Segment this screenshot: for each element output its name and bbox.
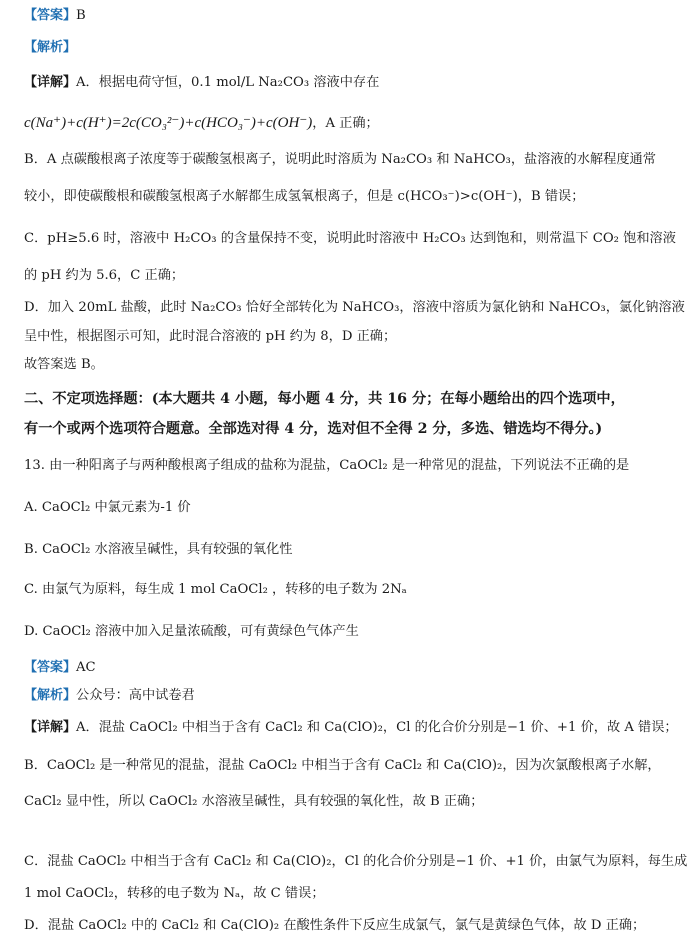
explanation-text: C．混盐 CaOCl₂ 中相当于含有 CaCl₂ 和 Ca(ClO)₂，Cl 的化合价分别是−1 价、+1 价，由氯气为原料，每生成 <box>24 854 688 869</box>
q12-detail-a1 <box>24 73 682 93</box>
answer-value: B <box>76 8 86 23</box>
q12-detail-b1 <box>24 150 682 170</box>
q13-option-b: B. CaOCl₂ 水溶液呈碱性，具有较强的氧化性 <box>24 542 293 557</box>
analysis-text: 公众号：高中试卷君 <box>76 688 195 703</box>
q13-detail-c2 <box>24 884 682 904</box>
explanation-text: A．根据电荷守恒，0.1 mol/L Na₂CO₃ 溶液中存在 <box>76 75 380 90</box>
answer-tag: 【答案】 <box>24 8 77 23</box>
q13-option-c: C. 由氯气为原料，每生成 1 mol CaOCl₂ ，转移的电子数为 2Nₐ <box>24 582 407 597</box>
charge-balance-formula: c(Na⁺)+c(H⁺)=2c(CO₃²⁻)+c(HCO₃⁻)+c(OH⁻) <box>24 115 313 131</box>
explanation-text: A．混盐 CaOCl₂ 中相当于含有 CaCl₂ 和 Ca(ClO)₂，Cl 的化合价分别是−1 价、+1 价，故 A 错误； <box>76 720 678 735</box>
explanation-text: C．pH≥5.6 时，溶液中 H₂CO₃ 的含量保持不变，说明此时溶液中 H₂CO₃ 达到饱和，则常温下 CO₂ 饱和溶液 <box>24 231 676 246</box>
explanation-text: ，A 正确； <box>312 116 379 131</box>
detail-tag: 【详解】 <box>24 720 77 735</box>
q13-detail-a <box>24 718 682 738</box>
section-heading-line1: 二、不定项选择题：(本大题共 4 小题，每小题 4 分，共 16 分；在每小题给出的四个选项中， <box>24 391 625 407</box>
answer-tag: 【答案】 <box>24 660 77 675</box>
detail-tag: 【详解】 <box>24 75 77 90</box>
q13-answer-line <box>24 658 682 678</box>
q13-detail-d <box>24 916 682 936</box>
explanation-text: 的 pH 约为 5.6，C 正确； <box>24 268 185 283</box>
explanation-text: CaCl₂ 显中性，所以 CaOCl₂ 水溶液呈碱性，具有较强的氧化性，故 B 正确； <box>24 794 484 809</box>
explanation-text: 较小，即使碳酸根和碳酸氢根离子水解都生成氢氧根离子，但是 c(HCO₃⁻)>c(OH⁻)，B 错误； <box>24 189 585 204</box>
q12-analysis-line <box>24 38 682 58</box>
q13-analysis-line <box>24 686 682 706</box>
q12-detail-d1 <box>24 298 685 318</box>
explanation-text: D．混盐 CaOCl₂ 中的 CaCl₂ 和 Ca(ClO)₂ 在酸性条件下反应生成氯气，氯气是黄绿色气体，故 D 正确； <box>24 918 646 933</box>
explanation-text: D．加入 20mL 盐酸，此时 Na₂CO₃ 恰好全部转化为 NaHCO₃，溶液中溶质为氯化钠和 NaHCO₃，氯化钠溶液 <box>24 300 685 315</box>
section-heading-line2: 有一个或两个选项符合题意。全部选对得 4 分，选对但不全得 2 分，多选、错选均不得分。) <box>24 421 603 437</box>
q12-formula-line <box>24 113 682 134</box>
analysis-tag: 【解析】 <box>24 688 77 703</box>
q13-option-d: D. CaOCl₂ 溶液中加入足量浓硫酸，可有黄绿色气体产生 <box>24 624 359 639</box>
q13-stem: 13. 由一种阳离子与两种酸根离子组成的盐称为混盐，CaOCl₂ 是一种常见的混盐，下列说法不正确的是 <box>24 458 630 473</box>
q12-detail-d2 <box>24 327 682 347</box>
q13-detail-b2 <box>24 792 682 812</box>
explanation-text: 1 mol CaOCl₂，转移的电子数为 Nₐ，故 C 错误； <box>24 886 325 901</box>
q12-conclusion <box>24 355 682 375</box>
q12-detail-b2 <box>24 187 682 207</box>
q12-detail-c1 <box>24 229 682 249</box>
explanation-text: B．A 点碳酸根离子浓度等于碳酸氢根离子，说明此时溶质为 Na₂CO₃ 和 NaHCO₃，盐溶液的水解程度通常 <box>24 152 656 167</box>
q13-detail-c1 <box>24 852 688 872</box>
q13-option-a: A. CaOCl₂ 中氯元素为-1 价 <box>24 500 191 515</box>
q12-detail-c2 <box>24 266 682 286</box>
answer-value: AC <box>76 660 96 675</box>
q12-answer-line <box>24 6 682 26</box>
conclusion-text: 故答案选 B。 <box>24 357 104 372</box>
explanation-text: B．CaOCl₂ 是一种常见的混盐，混盐 CaOCl₂ 中相当于含有 CaCl₂ 和 Ca(ClO)₂，因为次氯酸根离子水解， <box>24 758 661 773</box>
analysis-tag: 【解析】 <box>24 40 77 55</box>
q13-detail-b1 <box>24 756 682 776</box>
explanation-text: 呈中性，根据图示可知，此时混合溶液的 pH 约为 8，D 正确； <box>24 329 397 344</box>
